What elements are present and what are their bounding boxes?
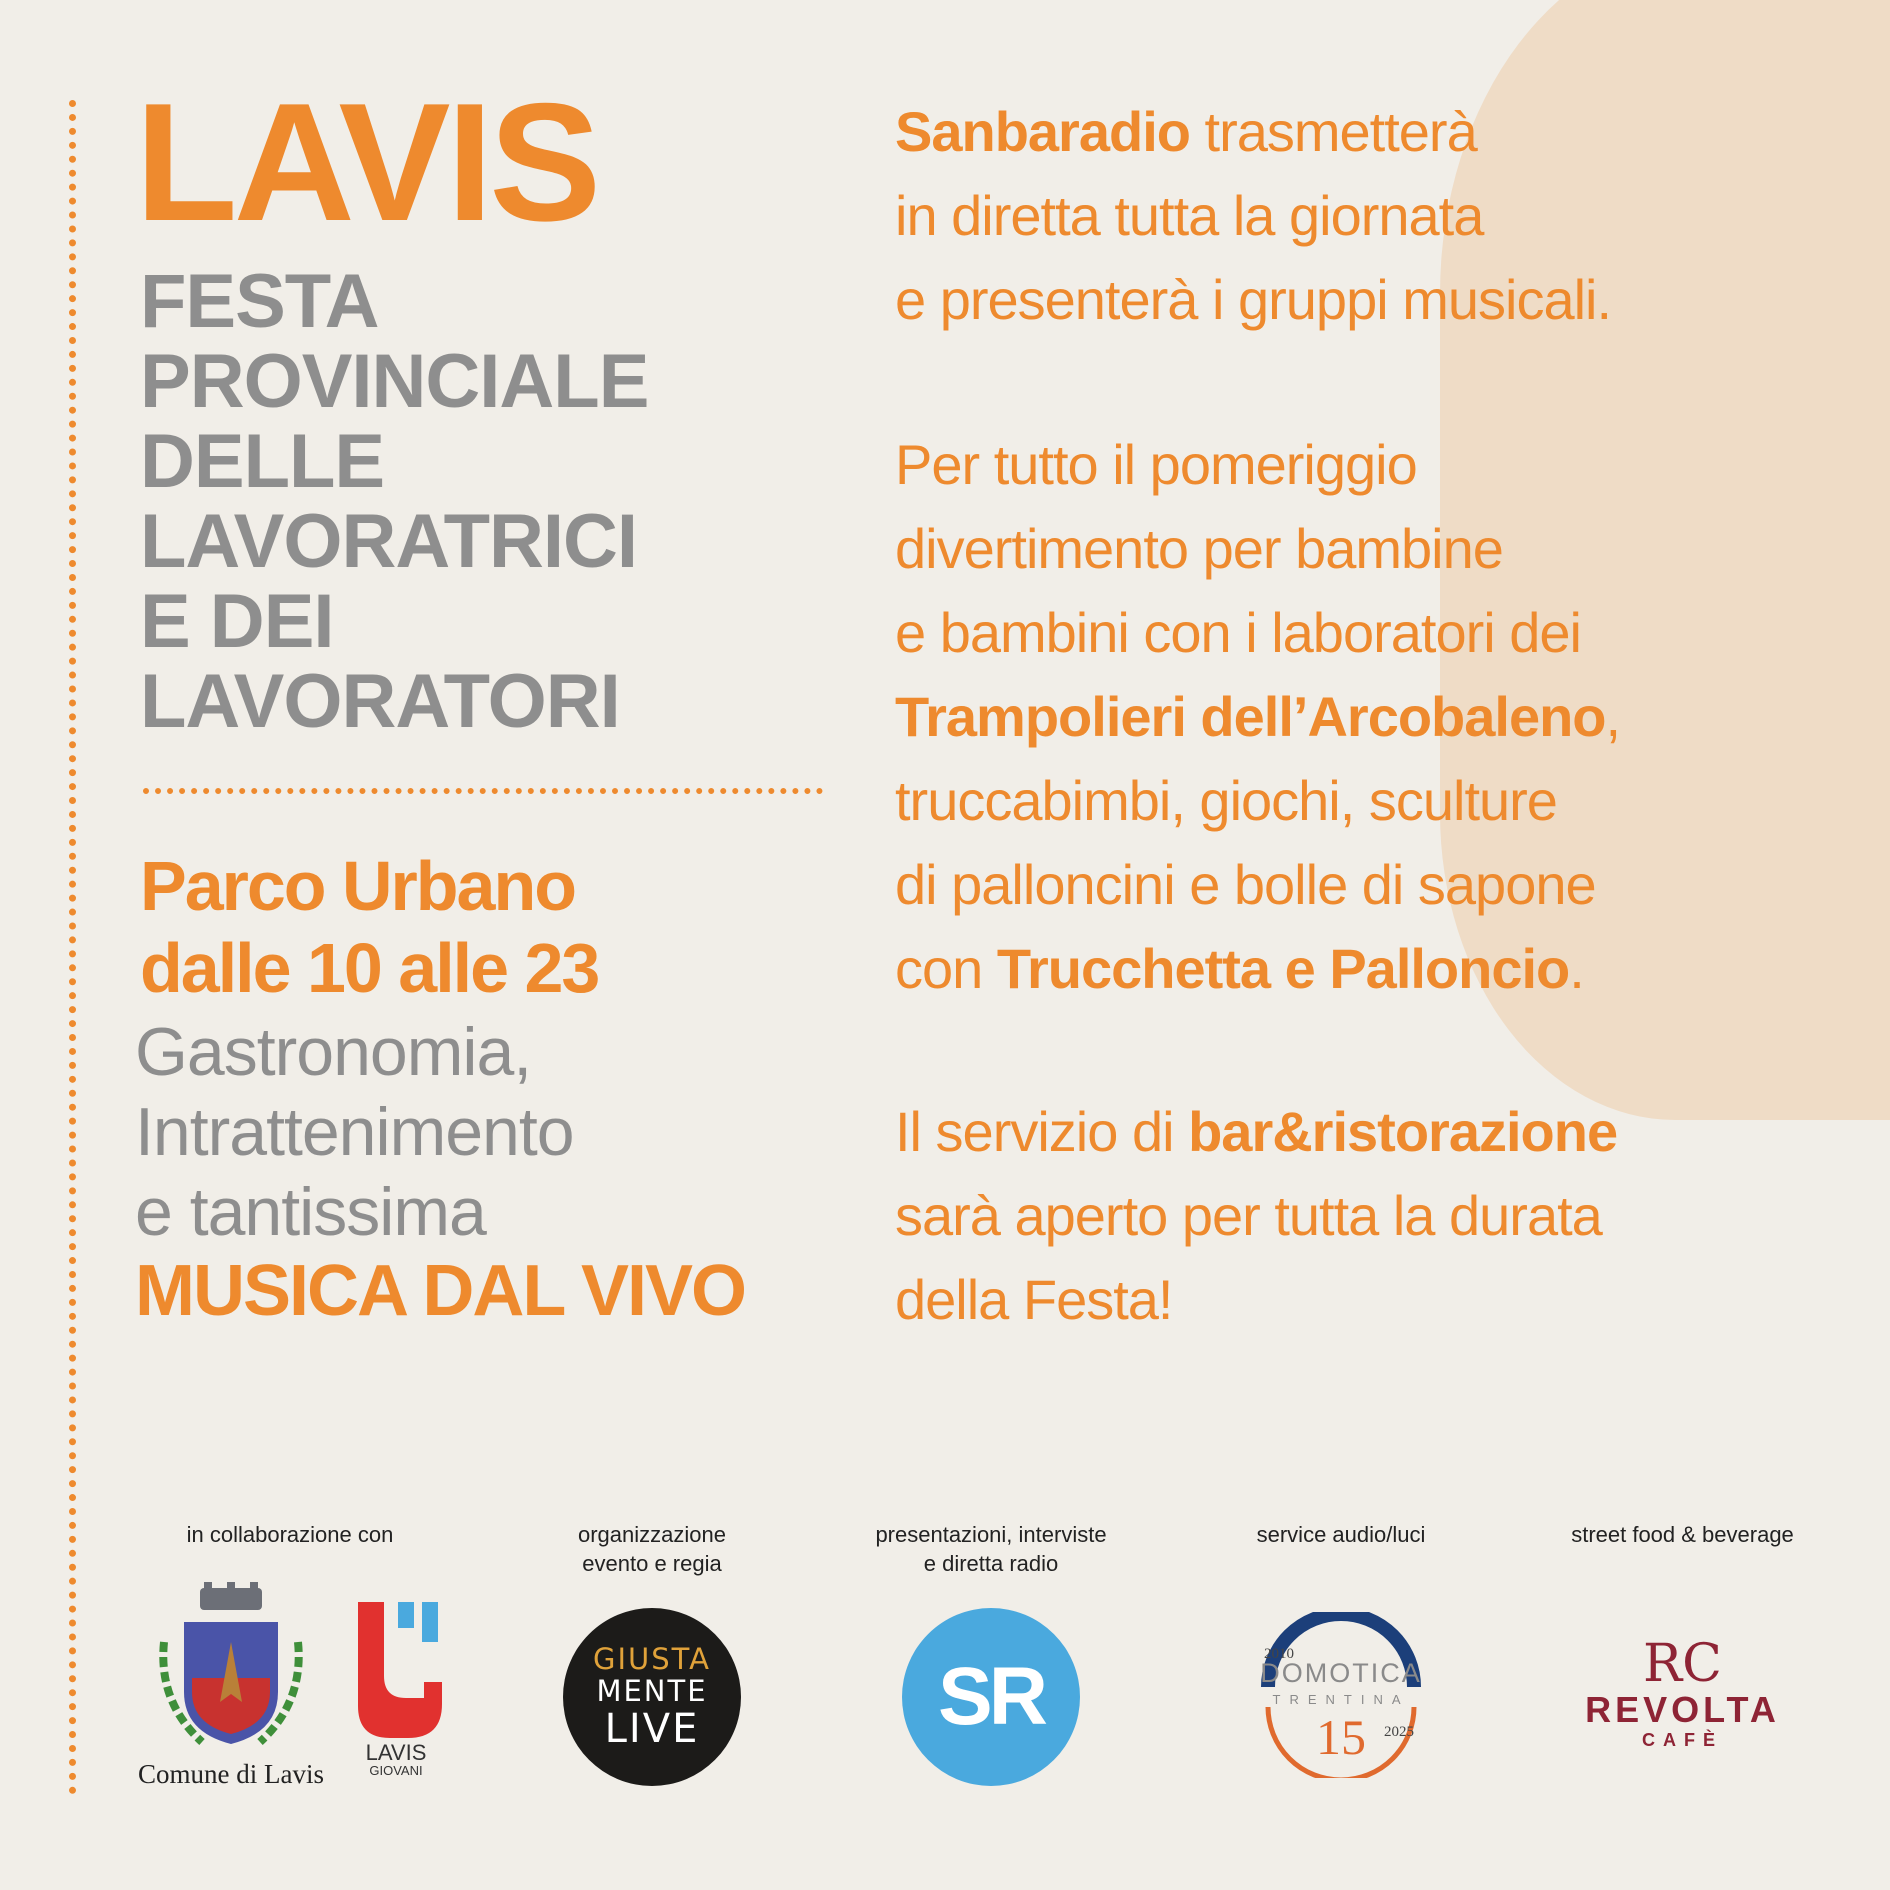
paragraph-line: sarà aperto per tutta la durata	[895, 1184, 1602, 1247]
sanbaradio-logo	[902, 1608, 1080, 1786]
sponsor-strip	[0, 1520, 1890, 1840]
paragraph-line: divertimento per bambine	[895, 517, 1503, 580]
giovani-line: GIOVANI	[369, 1763, 423, 1778]
event-title	[140, 259, 800, 744]
paragraph-line	[895, 927, 1855, 1011]
activities-line: Gastronomia,	[135, 1014, 532, 1090]
sponsor-caption: in collaborazione con	[186, 1522, 394, 1547]
comune-crest-icon	[152, 1582, 310, 1752]
activities	[135, 1012, 574, 1252]
sponsor-caption: street food & beverage	[1571, 1522, 1794, 1547]
dotted-divider-horizontal	[143, 788, 823, 794]
logo-year: 2010	[1264, 1646, 1294, 1662]
service-name: bar&ristorazione	[1188, 1100, 1618, 1163]
lavis-giovani-label	[346, 1742, 446, 1778]
paragraph-line	[895, 90, 1855, 174]
radio-name: Sanbaradio	[895, 100, 1190, 163]
paragraph-line: Per tutto il pomeriggio	[895, 433, 1417, 496]
paragraph-text: ,	[1605, 685, 1621, 748]
giustamente-live-logo	[563, 1608, 741, 1786]
logo-line: LIVE	[604, 1706, 700, 1752]
town-title: LAVIS	[135, 68, 598, 256]
event-title-line: FESTA	[140, 259, 379, 344]
performer-name: Trucchetta e Palloncio	[996, 937, 1570, 1000]
live-music-headline: MUSICA DAL VIVO	[135, 1251, 746, 1331]
paragraph-text: con	[895, 937, 997, 1000]
revolta-name: REVOLTA	[1585, 1689, 1780, 1730]
event-title-line: PROVINCIALE	[140, 339, 649, 424]
logo-number: 15	[1316, 1709, 1366, 1765]
paragraph-text: Il servizio di	[895, 1100, 1189, 1163]
revolta-mark: RC	[1643, 1634, 1722, 1694]
paragraph-line: e presenterà i gruppi musicali.	[895, 268, 1612, 331]
paragraph-text: trasmetterà	[1189, 100, 1477, 163]
sponsor-radio	[850, 1520, 1132, 1578]
sponsor-collab	[140, 1520, 440, 1549]
revolta-cafe-logo	[1575, 1634, 1790, 1751]
sponsor-food	[1530, 1520, 1835, 1549]
paragraph-line: e bambini con i laboratori dei	[895, 601, 1581, 664]
event-title-line: LAVORATORI	[140, 659, 620, 744]
paragraph-line: della Festa!	[895, 1268, 1173, 1331]
event-title-line: DELLE	[140, 419, 385, 504]
paragraph-line: in diretta tutta la giornata	[895, 184, 1484, 247]
revolta-sub: CAFÈ	[1642, 1730, 1723, 1750]
domotica-trentina-logo	[1258, 1612, 1424, 1778]
group-name: Trampolieri dell’Arcobaleno	[895, 685, 1606, 748]
paragraph-line: di palloncini e bolle di sapone	[895, 853, 1596, 916]
sponsor-caption: service audio/luci	[1256, 1522, 1426, 1547]
paragraph-text: .	[1569, 937, 1584, 1000]
sponsor-caption: e diretta radio	[923, 1551, 1059, 1576]
bar-paragraph	[895, 1090, 1855, 1342]
venue-line: Parco Urbano	[140, 847, 575, 925]
sponsor-caption: organizzazione	[578, 1522, 726, 1547]
paragraph-line	[895, 1090, 1855, 1174]
activities-line: Intrattenimento	[135, 1094, 574, 1170]
logo-line: MENTE	[596, 1674, 708, 1708]
logo-line: GIUSTA	[593, 1642, 711, 1676]
paragraph-line: truccabimbi, giochi, sculture	[895, 769, 1557, 832]
activities-line: e tantissima	[135, 1174, 486, 1250]
sponsor-caption: presentazioni, interviste	[875, 1522, 1107, 1547]
logo-text: SR	[938, 1651, 1044, 1742]
comune-label: Comune di Lavis	[138, 1759, 324, 1789]
giovani-line: LAVIS	[365, 1740, 427, 1765]
venue-time	[140, 845, 598, 1009]
time-line: dalle 10 alle 23	[140, 929, 599, 1007]
paragraph-line	[895, 675, 1855, 759]
kids-paragraph	[895, 423, 1855, 1011]
sponsor-caption: evento e regia	[582, 1551, 722, 1576]
event-title-line: LAVORATRICI	[140, 499, 638, 584]
sponsor-audio	[1230, 1520, 1452, 1549]
logo-sub: TRENTINA	[1272, 1692, 1410, 1707]
lavis-giovani-logo-icon	[346, 1598, 446, 1738]
sponsor-org	[540, 1520, 764, 1578]
logo-year: 2025	[1384, 1724, 1414, 1740]
logo-name: DOMOTICA	[1260, 1658, 1422, 1688]
radio-paragraph	[895, 90, 1855, 342]
event-title-line: E DEI	[140, 579, 334, 664]
